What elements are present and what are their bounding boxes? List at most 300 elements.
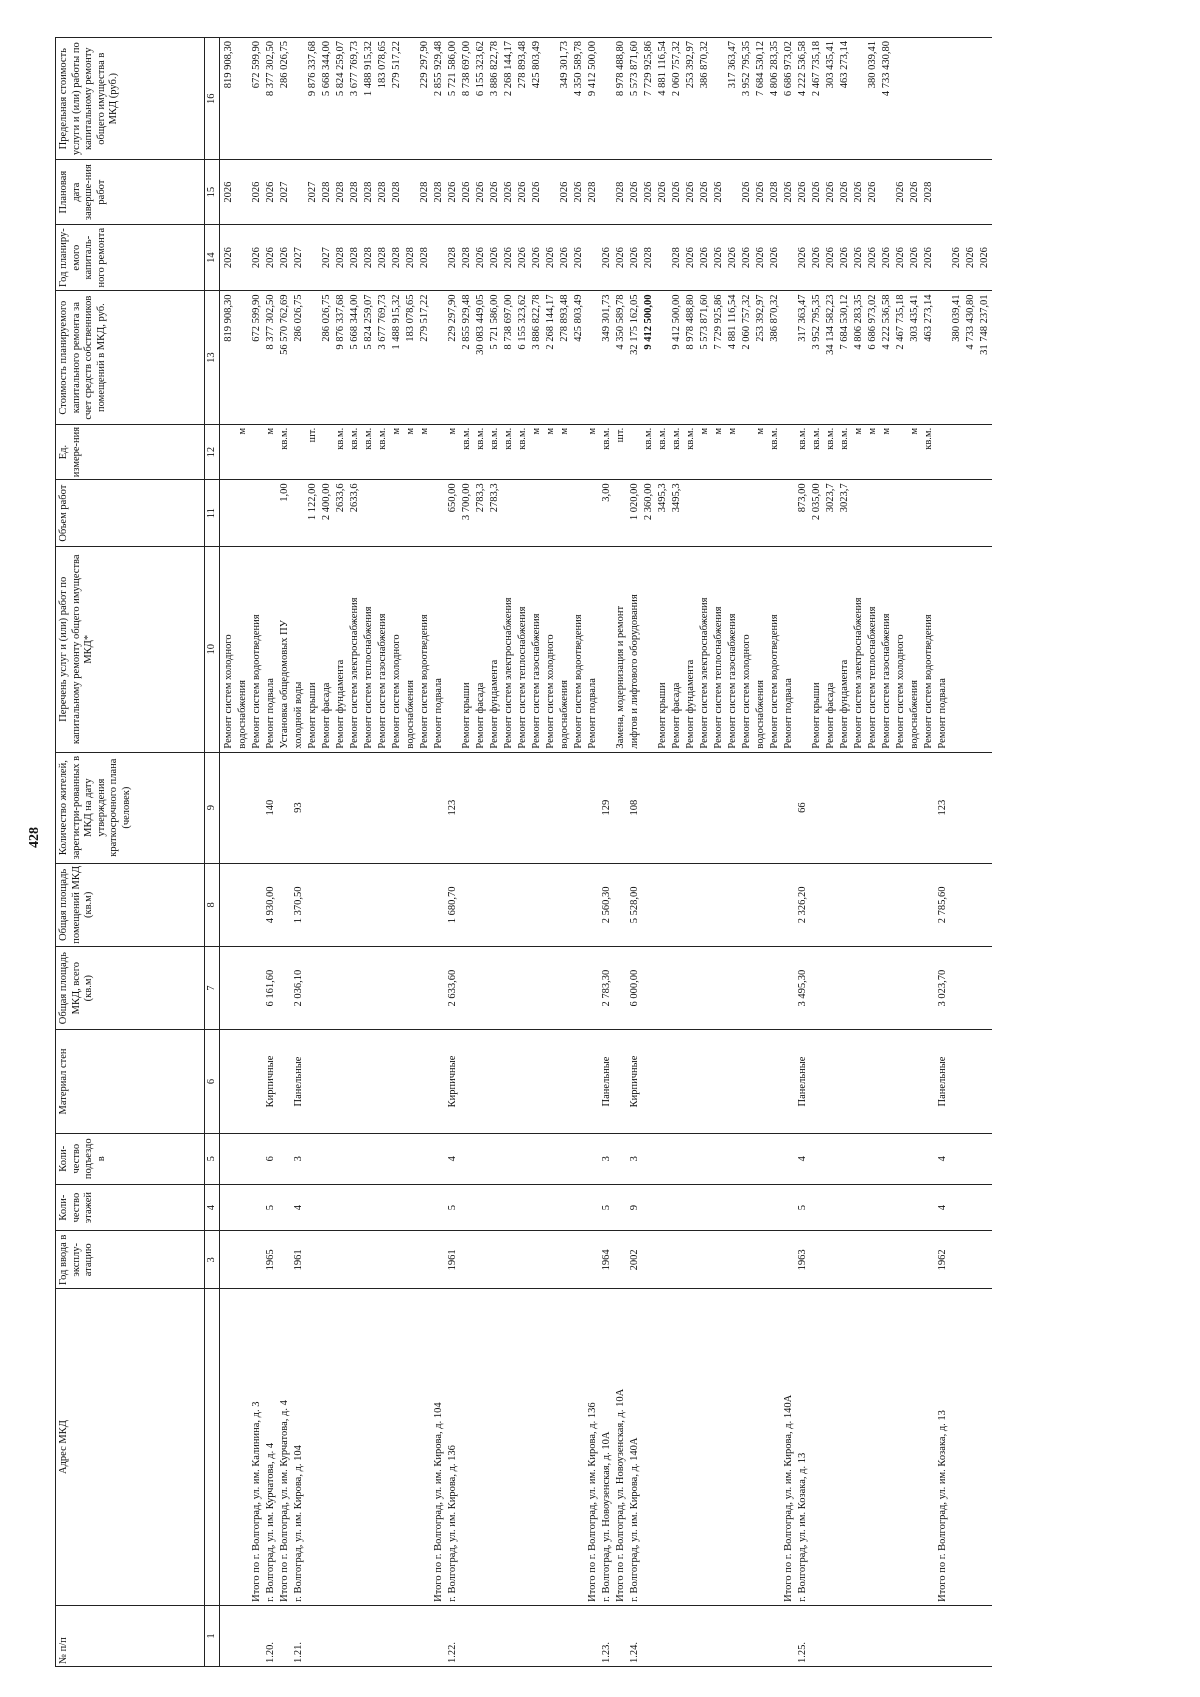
cell-line: Ремонт подвала (937, 678, 948, 749)
cell-line: 2027 (321, 247, 332, 269)
cell-line: 6 155 323,62 (517, 294, 528, 350)
col-header-limit-cost: Предельная стоимость услуги и (или) работы по капитальному ремонту общего имущества в МКД (руб.) (56, 38, 205, 160)
cell-line (656, 1137, 670, 1181)
col-end-dates (220, 160, 993, 224)
cell-line (250, 1188, 264, 1228)
cell-line (712, 1033, 726, 1129)
cell-line (418, 483, 432, 543)
cell-line (544, 756, 558, 860)
cell-line (404, 1292, 418, 1602)
cell-line (488, 867, 502, 943)
cell-line: 2026 (685, 181, 696, 203)
col-residents (220, 752, 993, 863)
cell-line (642, 1137, 656, 1181)
cell-line: 3495,3 (657, 483, 668, 513)
cell-line: 2026 (447, 181, 458, 203)
cell-line (656, 867, 670, 943)
cell-line (460, 1609, 474, 1663)
cell-line (250, 1033, 264, 1129)
cell-line (502, 867, 516, 943)
cell-line (754, 483, 768, 543)
cell-line (390, 1609, 404, 1663)
cell-line (880, 1234, 894, 1285)
cell-line (250, 1234, 264, 1285)
cell-line (614, 1234, 628, 1285)
cell-line: 4 806 283,35 (853, 294, 864, 350)
cell-line (880, 483, 894, 543)
cell-line: кв.м. (797, 427, 808, 450)
cell-line: 8 738 697,00 (503, 294, 514, 350)
cell-line (222, 1292, 236, 1602)
cell-line (698, 1033, 712, 1129)
col-num: 11 (205, 480, 220, 547)
cell-line: Итого по г. Волгоград, ул. им. Калинина, д. 3 (251, 1401, 262, 1602)
cell-line: м (587, 427, 598, 435)
cell-line (236, 1033, 250, 1129)
col-header-num: № п/п (56, 1605, 205, 1666)
cell-line: 4 806 283,35 (769, 41, 780, 97)
cell-line: 2028 (363, 181, 374, 203)
cell-line (908, 1033, 922, 1129)
cell-line: 2028 (391, 181, 402, 203)
cell-line: 123 (447, 799, 458, 816)
cell-line: 229 297,90 (419, 41, 430, 89)
cell-line (516, 1234, 530, 1285)
cell-line: 2028 (405, 247, 416, 269)
cell-line: 2026 (657, 181, 668, 203)
cell-line (278, 1188, 292, 1228)
col-wall-materials (220, 1030, 993, 1133)
cell-line (432, 1188, 446, 1228)
cell-line (488, 1137, 502, 1181)
cell-line: 2 785,60 (937, 886, 948, 924)
cell-line (656, 756, 670, 860)
cell-line: 2026 (629, 181, 640, 203)
cell-line (712, 950, 726, 1026)
cell-line (404, 1609, 418, 1663)
cell-line: Итого по г. Волгоград, ул. им. Кирова, д. 136 (587, 1402, 598, 1602)
cell-line: 3 (293, 1156, 304, 1162)
cell-line: 2 633,60 (447, 969, 458, 1007)
cell-line: 2026 (503, 181, 514, 203)
cell-line (782, 294, 796, 420)
cell-line (516, 483, 530, 543)
cell-line: 286 026,75 (279, 41, 290, 89)
cell-line: м (853, 427, 864, 435)
cell-line (726, 950, 740, 1026)
cell-line (404, 1188, 418, 1228)
cell-line: 2026 (951, 247, 962, 269)
cell-line (656, 228, 670, 288)
cell-line: кв.м. (825, 427, 836, 450)
cell-line (306, 294, 320, 420)
cell-line: Ремонт систем водоотведения (573, 614, 584, 749)
cell-line (306, 1292, 320, 1602)
cell-line: кв.м. (475, 427, 486, 450)
cell-line: Итого по г. Волгоград, ул. Новоузенская, д. 10А (615, 1388, 626, 1602)
cell-line (698, 483, 712, 543)
cell-line (866, 1188, 880, 1228)
cell-line (488, 1292, 502, 1602)
cell-line (824, 1234, 838, 1285)
col-plan-years (220, 224, 993, 291)
cell-line (376, 756, 390, 860)
cell-line (726, 1033, 740, 1129)
cell-line (516, 1292, 530, 1602)
cell-line: 303 435,41 (825, 41, 836, 89)
cell-line: 5 668 344,00 (321, 41, 332, 97)
cell-line: 5 573 871,60 (699, 294, 710, 350)
cell-line: 278 893,48 (517, 41, 528, 89)
cell-line: Установка общедомовых ПУ (279, 619, 290, 749)
cell-line: водоснабжения (559, 680, 570, 749)
cell-line: 2 855 929,48 (433, 41, 444, 97)
cell-line (614, 950, 628, 1026)
cell-line (698, 950, 712, 1026)
cell-line: Ремонт систем теплоснабжения (713, 606, 724, 749)
cell-line (278, 867, 292, 943)
cell-line: 2026 (265, 181, 276, 203)
cell-line (306, 950, 320, 1026)
cell-line (768, 483, 782, 543)
cell-line: 2026 (559, 181, 570, 203)
cell-line (502, 756, 516, 860)
cell-line (292, 163, 306, 220)
cell-line: Ремонт систем водоотведения (769, 614, 780, 749)
cell-line: г. Волгоград, ул. им. Курчатова, д. 4 (265, 1442, 276, 1602)
cell-line: 5 (265, 1204, 276, 1211)
col-header-entrances: Коли-чество подъездо в (56, 1133, 205, 1184)
cell-line (810, 756, 824, 860)
cell-line (656, 950, 670, 1026)
cell-line: 2026 (769, 247, 780, 269)
cell-line: 2633,6 (335, 483, 346, 513)
cell-line (418, 1609, 432, 1663)
cell-line (712, 1188, 726, 1228)
header-row (56, 38, 205, 1667)
cell-line: 303 435,41 (909, 294, 920, 342)
cell-line: 2026 (573, 181, 584, 203)
cell-line (586, 1609, 600, 1663)
cell-line (810, 1188, 824, 1228)
cell-line: 2027 (307, 181, 318, 203)
cell-line (642, 1234, 656, 1285)
cell-line (334, 1292, 348, 1602)
cell-line: г. Волгоград, ул. им. Кирова, д. 104 (293, 1445, 304, 1602)
cell-line (446, 550, 460, 749)
cell-line (516, 1188, 530, 1228)
cell-line: 2 560,30 (601, 886, 612, 924)
cell-line (894, 867, 908, 943)
cell-line (236, 1188, 250, 1228)
cell-line: 2026 (979, 247, 990, 269)
cell-line (712, 1234, 726, 1285)
cell-line: 2028 (349, 247, 360, 269)
col-header-year: Год ввода в эксплу-атацию (56, 1231, 205, 1289)
cell-line (586, 1188, 600, 1228)
cell-line (488, 1188, 502, 1228)
cell-line: кв.м. (503, 427, 514, 450)
cell-line (754, 1234, 768, 1285)
cell-line: 2028 (419, 247, 430, 269)
cell-line: 463 273,14 (839, 41, 850, 89)
cell-line: Ремонт фасада (671, 682, 682, 749)
column-number-row (205, 38, 220, 1667)
cell-line (348, 867, 362, 943)
cell-line: Ремонт систем теплоснабжения (363, 606, 374, 749)
cell-line: 2 036,10 (293, 969, 304, 1007)
cell-line (544, 867, 558, 943)
cell-line (852, 1033, 866, 1129)
cell-line (810, 1234, 824, 1285)
cell-line: 8 738 697,00 (461, 41, 472, 97)
cell-line (908, 1188, 922, 1228)
cell-line: 4 (937, 1156, 948, 1162)
cell-line: 253 392,97 (755, 294, 766, 342)
cell-line: м (713, 427, 724, 435)
cell-line (404, 163, 418, 220)
cell-line (334, 1188, 348, 1228)
cell-line (292, 41, 306, 156)
cell-line (362, 950, 376, 1026)
cell-line (768, 756, 782, 860)
cell-line (362, 1033, 376, 1129)
cell-line (320, 1137, 334, 1181)
cell-line (348, 1137, 362, 1181)
cell-line: 2026 (223, 181, 234, 203)
col-num: 5 (205, 1133, 220, 1184)
cell-line (558, 1292, 572, 1602)
cell-line (768, 1033, 782, 1129)
cell-line: 2026 (545, 247, 556, 269)
cell-line (894, 1292, 908, 1602)
cell-line (586, 756, 600, 860)
cell-line (390, 1234, 404, 1285)
cell-line: кв.м. (489, 427, 500, 450)
col-header-address: Адрес МКД (56, 1289, 205, 1606)
cell-line (698, 1234, 712, 1285)
cell-line (376, 867, 390, 943)
cell-line (460, 1292, 474, 1602)
cell-line (222, 1033, 236, 1129)
cell-line (936, 228, 950, 288)
cell-line: г. Волгоград, ул. им. Козака, д. 13 (797, 1452, 808, 1602)
cell-line: 2026 (531, 181, 542, 203)
cell-line: 2026 (839, 247, 850, 269)
cell-line (432, 294, 446, 420)
col-num: 6 (205, 1030, 220, 1133)
cell-line (460, 1188, 474, 1228)
cell-line: 1962 (937, 1249, 948, 1271)
cell-line (418, 1033, 432, 1129)
cell-line (852, 1137, 866, 1181)
cell-line: 3 952 795,35 (741, 41, 752, 97)
cell-line: м (545, 427, 556, 435)
cell-line (348, 1188, 362, 1228)
cell-line: 7 729 925,86 (643, 41, 654, 97)
cell-line: Панельные (937, 1056, 948, 1107)
cell-line: 4 222 536,58 (881, 294, 892, 350)
cell-line (558, 867, 572, 943)
cell-line (502, 1188, 516, 1228)
cell-line (684, 1609, 698, 1663)
cell-line (236, 41, 250, 156)
cell-line (222, 1609, 236, 1663)
cell-line: 1 122,00 (307, 483, 318, 521)
cell-line: Ремонт фундамента (839, 659, 850, 749)
cell-line (278, 1234, 292, 1285)
cell-line (306, 228, 320, 288)
cell-line (866, 1137, 880, 1181)
cell-line: 2026 (713, 247, 724, 269)
cell-line: 2026 (713, 181, 724, 203)
cell-line: Ремонт систем газоснабжения (727, 613, 738, 749)
cell-line (236, 950, 250, 1026)
cell-line (320, 950, 334, 1026)
cell-line: 2028 (461, 247, 472, 269)
col-limit-costs (220, 38, 993, 160)
cell-line (516, 867, 530, 943)
col-header-floors: Коли-чество этажей (56, 1184, 205, 1231)
cell-line: Ремонт подвала (265, 678, 276, 749)
cell-line: 1 020,00 (629, 483, 640, 521)
cell-line (488, 1234, 502, 1285)
cell-line (880, 756, 894, 860)
cell-line (278, 950, 292, 1026)
cell-line: 9 412 500,00 (587, 41, 598, 97)
cell-line (782, 950, 796, 1026)
cell-line (684, 1292, 698, 1602)
cell-line (922, 1137, 936, 1181)
cell-line (544, 1609, 558, 1663)
col-num: 16 (205, 38, 220, 160)
col-volumes (220, 480, 993, 547)
cell-line (852, 41, 866, 156)
cell-line (460, 1137, 474, 1181)
cell-line: Панельные (797, 1056, 808, 1107)
cell-line (712, 867, 726, 943)
cell-line: 1963 (797, 1249, 808, 1271)
cell-line: 2026 (923, 247, 934, 269)
cell-line (530, 1033, 544, 1129)
cell-line (698, 1292, 712, 1602)
cell-line: кв.м. (685, 427, 696, 450)
cell-line (880, 950, 894, 1026)
col-num: 8 (205, 863, 220, 946)
cell-line (222, 756, 236, 860)
cell-line: 425 803,49 (573, 294, 584, 342)
cell-line: Ремонт фасада (825, 682, 836, 749)
cell-line (320, 1188, 334, 1228)
cell-line: м (265, 427, 276, 435)
cell-line (530, 756, 544, 860)
cell-line (306, 1137, 320, 1181)
cell-line (334, 1137, 348, 1181)
cell-line (754, 1609, 768, 1663)
cell-line (544, 163, 558, 220)
cell-line: 253 392,97 (685, 41, 696, 89)
cell-line (390, 1137, 404, 1181)
cell-line: 9 876 337,68 (335, 294, 346, 350)
cell-line (726, 867, 740, 943)
cell-line: Ремонт систем электроснабжения (349, 597, 360, 749)
cell-line (418, 756, 432, 860)
cell-line: г. Волгоград, ул. Новоузенская, д. 10А (601, 1431, 612, 1602)
cell-line: Ремонт систем электроснабжения (503, 597, 514, 749)
cell-line (558, 1188, 572, 1228)
cell-line (544, 1137, 558, 1181)
cell-line: 349 301,73 (601, 294, 612, 342)
cell-line (768, 1609, 782, 1663)
cell-line (824, 1292, 838, 1602)
cell-line (516, 1609, 530, 1663)
cell-line (236, 294, 250, 420)
cell-line (236, 1292, 250, 1602)
col-item-numbers (220, 1605, 993, 1666)
cell-line (376, 950, 390, 1026)
cell-line: 183 078,65 (377, 41, 388, 89)
cell-line (922, 756, 936, 860)
cell-line (348, 1234, 362, 1285)
cell-line (390, 756, 404, 860)
cell-line: 2028 (391, 247, 402, 269)
cell-line (866, 1033, 880, 1129)
cell-line (670, 1188, 684, 1228)
cell-line: 4 881 116,54 (657, 41, 668, 96)
cell-line (586, 294, 600, 420)
cell-line (572, 1137, 586, 1181)
cell-line (222, 950, 236, 1026)
cell-line (530, 950, 544, 1026)
cell-line (586, 228, 600, 288)
cell-line: Итого по г. Волгоград, ул. им. Кирова, д. 104 (433, 1402, 444, 1602)
cell-line: 6 161,60 (265, 969, 276, 1007)
cell-line (320, 428, 334, 477)
cell-line (292, 428, 306, 477)
cell-line: 4 881 116,54 (727, 294, 738, 350)
cell-line (782, 1609, 796, 1663)
cell-line: Ремонт фасада (321, 682, 332, 749)
cell-line (810, 1137, 824, 1181)
cell-line (502, 1292, 516, 1602)
cell-line: 286 026,75 (321, 294, 332, 342)
cell-line (418, 950, 432, 1026)
cell-line: 672 599,90 (251, 41, 262, 89)
cell-line (530, 1234, 544, 1285)
cell-line (348, 1033, 362, 1129)
cell-line (852, 756, 866, 860)
cell-line (502, 1234, 516, 1285)
cell-line: 873,00 (797, 483, 808, 513)
cell-line: 2028 (769, 181, 780, 203)
cell-line (866, 756, 880, 860)
cell-line: г. Волгоград, ул. им. Кирова, д. 140А (629, 1437, 640, 1602)
cell-line (306, 867, 320, 943)
cell-line (726, 1609, 740, 1663)
cell-line (670, 1137, 684, 1181)
cell-line (838, 1033, 852, 1129)
cell-line (488, 756, 502, 860)
cell-line (908, 1234, 922, 1285)
cell-line (362, 756, 376, 860)
cell-line: 1.21. (293, 1642, 304, 1663)
cell-line (670, 867, 684, 943)
cell-line: 2 268 144,17 (503, 41, 514, 97)
cell-line (474, 950, 488, 1026)
cell-line (642, 550, 656, 749)
cell-line: 2027 (293, 247, 304, 269)
cell-line (754, 1137, 768, 1181)
